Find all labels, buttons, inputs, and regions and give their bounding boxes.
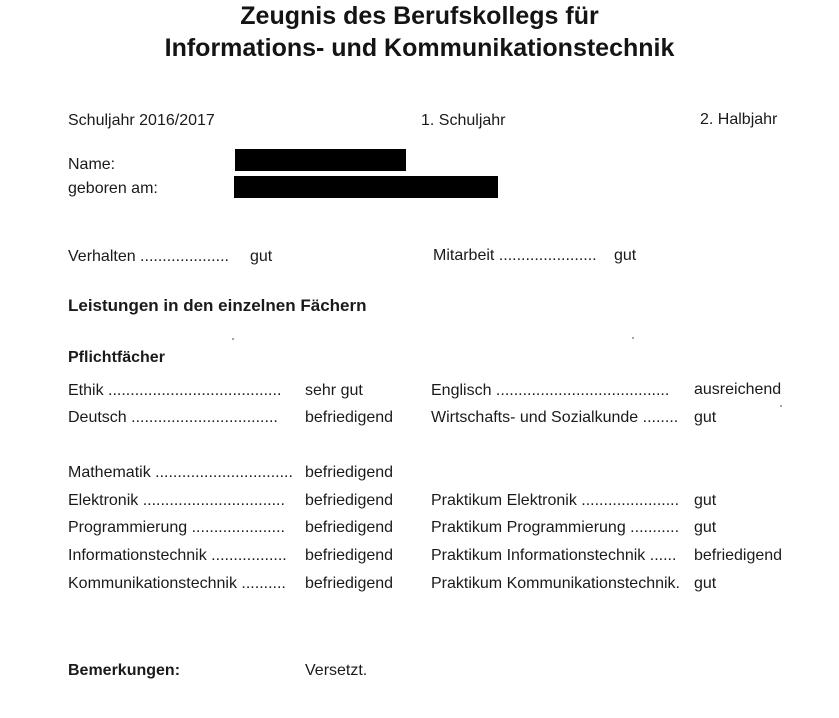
grade-elektronik: befriedigend (305, 492, 394, 509)
subject-elektronik: Elektronik ................................ (68, 492, 285, 509)
behavior-label: Verhalten .................... (68, 248, 229, 265)
subject-mathematik: Mathematik ............................... (68, 464, 293, 481)
scan-speck (632, 337, 634, 339)
subject-informationstechnik: Informationstechnik ................. (68, 547, 287, 564)
scan-speck (232, 338, 234, 340)
birthdate-label: geboren am: (68, 180, 158, 197)
grade-praktikum-informationstechnik: befriedigend (694, 547, 783, 564)
grade-deutsch: befriedigend (305, 409, 394, 426)
cooperation-grade: gut (614, 247, 637, 264)
grade-informationstechnik: befriedigend (305, 547, 394, 564)
grade-mathematik: befriedigend (305, 464, 394, 481)
grade-wirtschafts-sozialkunde: gut (694, 409, 717, 426)
grade-ethik: sehr gut (305, 382, 363, 399)
subject-wirtschafts-sozialkunde: Wirtschafts- und Sozialkunde ........ (431, 409, 679, 426)
grade-praktikum-elektronik: gut (694, 492, 717, 509)
birthdate-redaction (234, 176, 498, 198)
scan-speck (780, 405, 782, 407)
grade-englisch: ausreichend (694, 381, 782, 398)
behavior-grade: gut (250, 248, 273, 265)
document-title-line-2: Informations- und Kommunikationstechnik (164, 34, 675, 62)
section-heading: Leistungen in den einzelnen Fächern (68, 296, 367, 315)
mandatory-subjects-heading: Pflichtfächer (68, 349, 165, 366)
subject-deutsch: Deutsch ................................. (68, 409, 278, 426)
school-year: Schuljahr 2016/2017 (68, 112, 215, 129)
grade-praktikum-kommunikationstechnik: gut (694, 575, 717, 592)
remarks-label: Bemerkungen: (68, 662, 181, 679)
half-year: 2. Halbjahr (700, 111, 778, 128)
remarks-value: Versetzt. (305, 662, 368, 679)
subject-programmierung: Programmierung ..................... (68, 519, 285, 536)
class-year: 1. Schuljahr (421, 112, 506, 129)
subject-englisch: Englisch ....................................... (431, 382, 670, 399)
cooperation-label: Mitarbeit ...................... (433, 247, 597, 264)
name-redaction (235, 149, 406, 171)
grade-kommunikationstechnik: befriedigend (305, 575, 394, 592)
name-label: Name: (68, 156, 116, 173)
document-title-line-1: Zeugnis des Berufskollegs für (240, 2, 599, 30)
grade-praktikum-programmierung: gut (694, 519, 717, 536)
grade-programmierung: befriedigend (305, 519, 394, 536)
subject-praktikum-kommunikationstechnik: Praktikum Kommunikationstechnik. (431, 575, 680, 592)
subject-praktikum-informationstechnik: Praktikum Informationstechnik ...... (431, 547, 677, 564)
subject-praktikum-elektronik: Praktikum Elektronik ...................... (431, 492, 680, 509)
subject-ethik: Ethik ....................................... (68, 382, 282, 399)
subject-praktikum-programmierung: Praktikum Programmierung ........... (431, 519, 680, 536)
subject-kommunikationstechnik: Kommunikationstechnik .......... (68, 575, 286, 592)
